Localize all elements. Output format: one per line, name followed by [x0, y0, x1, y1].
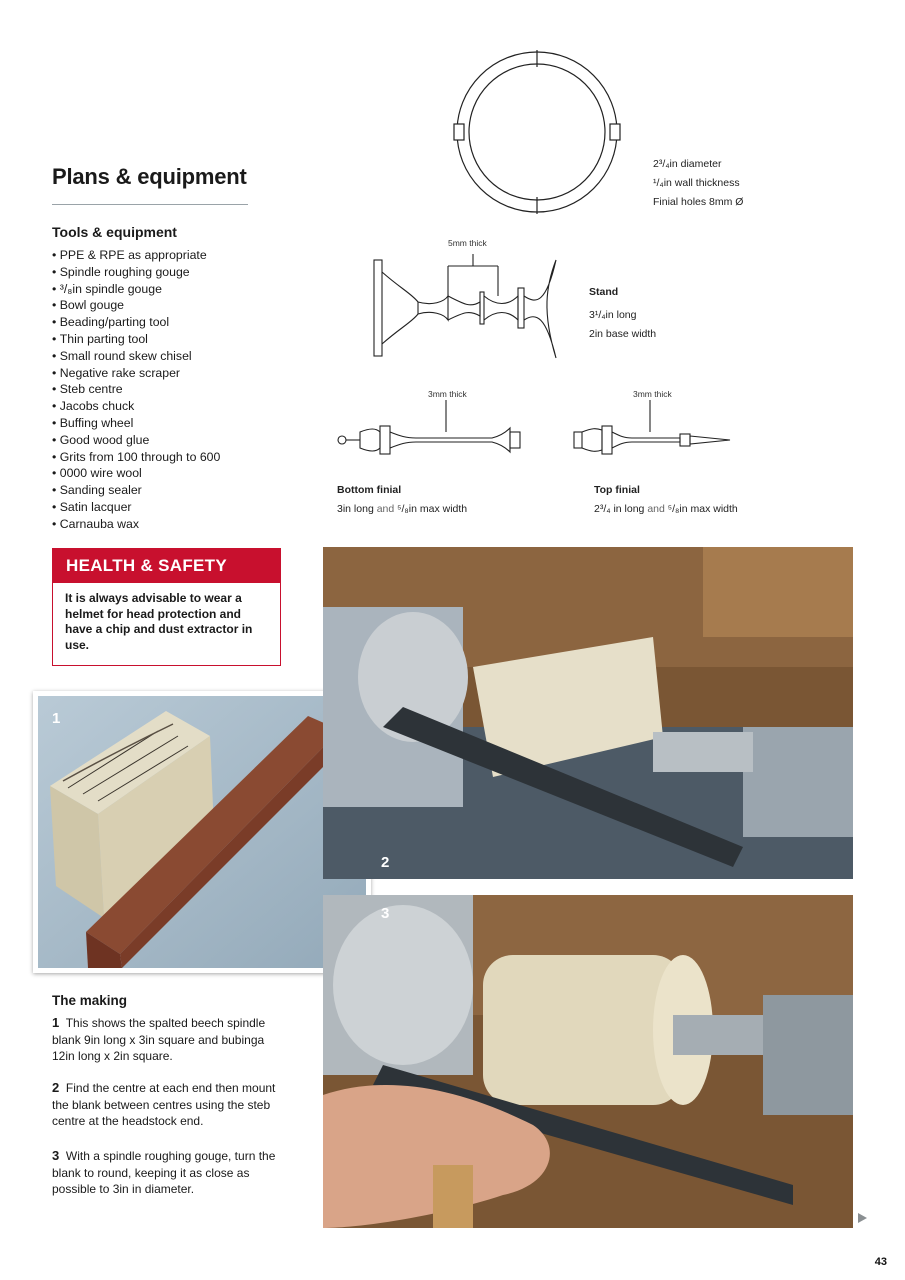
stand-caption — [589, 283, 656, 344]
photo-number: 2 — [381, 854, 390, 871]
step-1 — [52, 1015, 282, 1065]
ring-outer — [457, 52, 617, 212]
top-finial-drawing — [574, 400, 730, 454]
photo-3-roughing — [323, 895, 853, 1228]
top-finial-length: 2³/₄ in long — [594, 503, 645, 515]
stand-length: 3¹/₄in long — [589, 309, 637, 321]
bottom-finial-title: Bottom finial — [337, 484, 402, 496]
photo-1-illustration — [38, 696, 366, 968]
photo-1-blanks — [33, 691, 371, 973]
bottom-finial-thickness: 3mm thick — [428, 389, 467, 399]
bottom-finial-caption — [337, 481, 467, 519]
ring-caption — [653, 155, 743, 212]
list-item: • ³/₈in spindle gouge — [52, 281, 220, 298]
page-title: Plans & equipment — [52, 164, 247, 189]
health-safety-box — [52, 548, 281, 666]
step-number: 3 — [52, 1148, 60, 1163]
top-finial-size — [594, 500, 738, 519]
making-heading: The making — [52, 993, 128, 1008]
list-item: • Satin lacquer — [52, 499, 220, 516]
list-item: • Sanding sealer — [52, 482, 220, 499]
stand-width: 2in base width — [589, 328, 657, 340]
stand-thickness: 5mm thick — [448, 238, 487, 248]
page-number: 43 — [874, 1256, 887, 1268]
ring-inner — [469, 64, 605, 200]
health-safety-text: It is always advisable to wear a helmet for head protection and have a chip and dust extractor in use. — [65, 591, 253, 652]
list-item: • Good wood glue — [52, 432, 220, 449]
list-item: • Thin parting tool — [52, 331, 220, 348]
top-finial-caption — [594, 481, 738, 519]
health-safety-heading: HEALTH & SAFETY — [53, 549, 280, 583]
photo-2-lathe-mounting — [323, 547, 853, 879]
bottom-finial-length: 3in long — [337, 503, 374, 515]
photo-2-illustration — [323, 547, 853, 879]
step-text: Find the centre at each end then mount the blank between centres using the steb centre at the headstock end. — [52, 1081, 276, 1128]
photo-3-illustration — [323, 895, 853, 1228]
list-item: • Beading/parting tool — [52, 314, 220, 331]
tools-heading: Tools & equipment — [52, 224, 177, 240]
list-item: • Buffing wheel — [52, 415, 220, 432]
bottom-finial-drawing — [338, 400, 520, 454]
stand-drawing — [374, 254, 556, 358]
title-divider — [52, 204, 248, 205]
list-item: • Jacobs chuck — [52, 398, 220, 415]
ring-holes: Finial holes 8mm Ø — [653, 196, 744, 208]
conjunction: and — [376, 503, 395, 515]
top-finial-width: ⁵/₈in max width — [667, 503, 738, 515]
step-number: 1 — [52, 1015, 60, 1030]
photo-number: 3 — [381, 905, 390, 922]
next-page-arrow-icon — [858, 1213, 867, 1223]
bottom-finial-size — [337, 500, 467, 519]
step-2 — [52, 1080, 282, 1130]
list-item: • Grits from 100 through to 600 — [52, 449, 220, 466]
ring-diameter: 2³/₄in diameter — [653, 158, 722, 170]
bottom-finial-width: ⁵/₈in max width — [397, 503, 468, 515]
list-item: • PPE & RPE as appropriate — [52, 247, 220, 264]
list-item: • Carnauba wax — [52, 516, 220, 533]
tools-list — [52, 247, 220, 533]
top-finial-thickness: 3mm thick — [633, 389, 672, 399]
list-item: • Steb centre — [52, 381, 220, 398]
step-text: This shows the spalted beech spindle blank 9in long x 3in square and bubinga 12in long x 2in square. — [52, 1016, 266, 1063]
photo-number: 1 — [52, 710, 61, 727]
step-3 — [52, 1148, 282, 1198]
ring-wall: ¹/₄in wall thickness — [653, 177, 740, 189]
list-item: • 0000 wire wool — [52, 465, 220, 482]
step-number: 2 — [52, 1080, 60, 1095]
top-finial-title: Top finial — [594, 484, 640, 496]
list-item: • Bowl gouge — [52, 297, 220, 314]
list-item: • Spindle roughing gouge — [52, 264, 220, 281]
step-text: With a spindle roughing gouge, turn the blank to round, keeping it as close as possible to 3in in diameter. — [52, 1149, 276, 1196]
list-item: • Small round skew chisel — [52, 348, 220, 365]
plan-diagrams — [320, 40, 760, 460]
stand-title: Stand — [589, 286, 619, 298]
conjunction: and — [647, 503, 665, 515]
list-item: • Negative rake scraper — [52, 365, 220, 382]
